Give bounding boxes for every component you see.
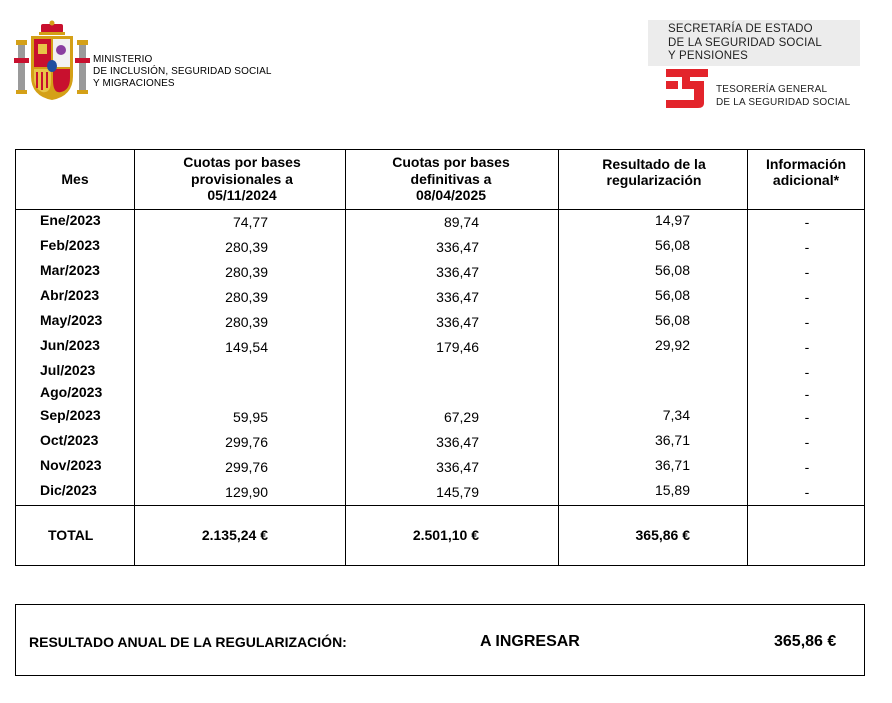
table-row bbox=[16, 432, 864, 456]
row-info: - bbox=[804, 409, 810, 425]
row-resultado: 29,92 bbox=[654, 337, 690, 353]
row-definitivas: 336,47 bbox=[436, 289, 479, 305]
secretaria-line: DE LA SEGURIDAD SOCIAL bbox=[668, 36, 822, 49]
row-month: Ene/2023 bbox=[40, 212, 101, 228]
annual-result-status: A INGRESAR bbox=[480, 633, 580, 650]
row-month: Feb/2023 bbox=[40, 237, 100, 253]
row-info: - bbox=[804, 239, 810, 255]
total-definitivas: 2.501,10 € bbox=[412, 527, 479, 543]
table-row bbox=[16, 482, 864, 506]
secretaria-name bbox=[668, 23, 822, 64]
row-definitivas: 336,47 bbox=[436, 264, 479, 280]
total-label: TOTAL bbox=[48, 527, 94, 543]
table-row bbox=[16, 337, 864, 361]
row-definitivas: 89,74 bbox=[443, 214, 479, 230]
total-provisionales: 2.135,24 € bbox=[201, 527, 268, 543]
row-definitivas: 336,47 bbox=[436, 239, 479, 255]
row-month: Ago/2023 bbox=[40, 384, 103, 400]
ministry-line: MINISTERIO bbox=[93, 54, 153, 65]
secretaria-line: Y PENSIONES bbox=[668, 50, 748, 62]
header-provisionales: Cuotas por bases provisionales a 05/11/2024 bbox=[183, 154, 301, 204]
header-mes: Mes bbox=[61, 170, 89, 187]
row-provisionales: 59,95 bbox=[232, 409, 268, 425]
table-row bbox=[16, 362, 864, 386]
row-resultado: 56,08 bbox=[654, 262, 690, 278]
row-definitivas: 336,47 bbox=[436, 459, 479, 475]
header-informacion: Información adicional* bbox=[765, 155, 847, 188]
ministry-name bbox=[93, 54, 272, 90]
row-resultado: 36,71 bbox=[654, 457, 690, 473]
total-resultado: 365,86 € bbox=[635, 527, 690, 543]
row-month: Sep/2023 bbox=[40, 407, 101, 423]
row-resultado: 15,89 bbox=[654, 482, 690, 498]
row-info: - bbox=[804, 459, 810, 475]
row-provisionales: 280,39 bbox=[225, 289, 268, 305]
annual-result-amount: 365,86 € bbox=[774, 633, 837, 650]
row-provisionales: 280,39 bbox=[225, 314, 268, 330]
tgss-logo bbox=[664, 67, 710, 109]
table-row bbox=[16, 262, 864, 286]
annual-result-label: RESULTADO ANUAL DE LA REGULARIZACIÓN: bbox=[29, 634, 347, 650]
secretaria-line: SECRETARÍA DE ESTADO bbox=[668, 23, 813, 35]
row-month: Abr/2023 bbox=[40, 287, 100, 303]
row-provisionales: 280,39 bbox=[225, 264, 268, 280]
table-row bbox=[16, 312, 864, 336]
row-month: Nov/2023 bbox=[40, 457, 102, 473]
row-resultado: 7,34 bbox=[662, 407, 690, 423]
row-resultado: 56,08 bbox=[654, 287, 690, 303]
tesoreria-name bbox=[716, 84, 850, 109]
regularization-table bbox=[15, 149, 865, 566]
row-provisionales: 129,90 bbox=[225, 484, 268, 500]
row-info: - bbox=[804, 289, 810, 305]
row-month: Oct/2023 bbox=[40, 432, 99, 448]
row-month: Mar/2023 bbox=[40, 262, 100, 278]
table-row bbox=[16, 212, 864, 236]
row-definitivas: 145,79 bbox=[436, 484, 479, 500]
row-provisionales: 299,76 bbox=[225, 459, 268, 475]
row-month: Jun/2023 bbox=[40, 337, 100, 353]
row-definitivas: 179,46 bbox=[436, 339, 479, 355]
header-resultado: Resultado de la regularización bbox=[602, 155, 706, 188]
row-resultado: 36,71 bbox=[654, 432, 690, 448]
row-provisionales: 149,54 bbox=[225, 339, 268, 355]
row-info: - bbox=[804, 434, 810, 450]
row-info: - bbox=[804, 364, 810, 380]
row-definitivas: 67,29 bbox=[443, 409, 479, 425]
row-info: - bbox=[804, 386, 810, 402]
row-info: - bbox=[804, 339, 810, 355]
table-row bbox=[16, 457, 864, 481]
table-row bbox=[16, 384, 864, 408]
row-info: - bbox=[804, 214, 810, 230]
row-month: Dic/2023 bbox=[40, 482, 97, 498]
tesoreria-line: DE LA SEGURIDAD SOCIAL bbox=[716, 96, 851, 108]
row-resultado: 56,08 bbox=[654, 237, 690, 253]
row-month: May/2023 bbox=[40, 312, 103, 328]
ministry-line: DE INCLUSIÓN, SEGURIDAD SOCIAL bbox=[93, 66, 272, 77]
header-divider bbox=[16, 209, 864, 210]
row-definitivas: 336,47 bbox=[436, 434, 479, 450]
spain-coat-of-arms-logo bbox=[14, 20, 90, 104]
row-provisionales: 299,76 bbox=[225, 434, 268, 450]
table-row bbox=[16, 407, 864, 431]
row-info: - bbox=[804, 314, 810, 330]
row-provisionales: 74,77 bbox=[232, 214, 268, 230]
row-info: - bbox=[804, 484, 810, 500]
row-resultado: 14,97 bbox=[654, 212, 690, 228]
header-definitivas: Cuotas por bases definitivas a 08/04/2025 bbox=[392, 154, 510, 204]
row-month: Jul/2023 bbox=[40, 362, 96, 378]
row-definitivas: 336,47 bbox=[436, 314, 479, 330]
ministry-line: Y MIGRACIONES bbox=[93, 78, 175, 89]
tesoreria-line: TESORERÍA GENERAL bbox=[716, 84, 828, 95]
table-row bbox=[16, 287, 864, 311]
row-resultado: 56,08 bbox=[654, 312, 690, 328]
table-row bbox=[16, 237, 864, 261]
annual-result-box bbox=[15, 604, 865, 676]
row-info: - bbox=[804, 264, 810, 280]
row-provisionales: 280,39 bbox=[225, 239, 268, 255]
